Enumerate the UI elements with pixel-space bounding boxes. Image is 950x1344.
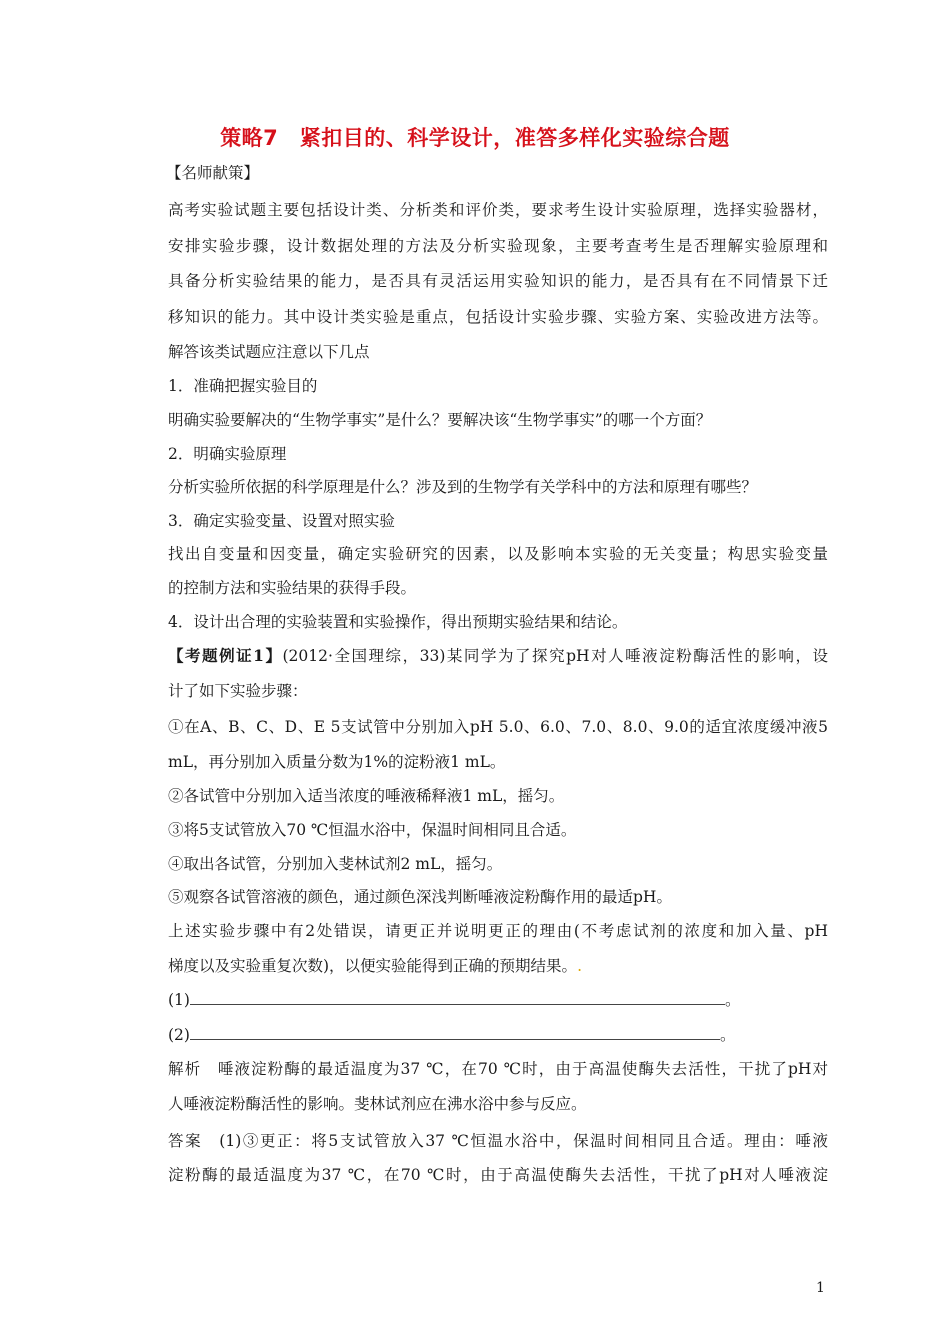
answer-blank-1: [168, 990, 828, 1010]
point-heading: 4．设计出合理的实验装置和实验操作，得出预期实验结果和结论。: [168, 613, 628, 631]
intro-line: 移知识的能力。其中设计类实验是重点，包括设计实验步骤、实验方案、实验改进方法等。: [168, 308, 828, 326]
point-body: 明确实验要解决的“生物学事实”是什么？要解决该“生物学事实”的哪一个方面？: [168, 411, 712, 429]
lead-text: 解答该类试题应注意以下几点: [168, 343, 370, 361]
intro-line: 高考实验试题主要包括设计类、分析类和评价类，要求考生设计实验原理，选择实验器材，: [168, 201, 828, 219]
point-heading: 2．明确实验原理: [168, 445, 287, 463]
blank-label: (1): [168, 991, 190, 1009]
step-2: ②各试管中分别加入适当浓度的唾液稀释液1 mL，摇匀。: [168, 787, 565, 805]
blank-end: 。: [719, 1026, 736, 1044]
page-number: 1: [816, 1280, 825, 1296]
point-heading: 3．确定实验变量、设置对照实验: [168, 512, 395, 530]
page-title: 策略7 紧扣目的、科学设计，准答多样化实验综合题: [220, 126, 730, 150]
step-4: ④取出各试管，分别加入斐林试剂2 mL，摇匀。: [168, 855, 503, 873]
analysis-line: 解析 唾液淀粉酶的最适温度为37 ℃，在70 ℃时，由于高温使酶失去活性，干扰了pH对: [168, 1060, 828, 1078]
blank-line: [190, 1025, 720, 1040]
answer-blank-2: [168, 1025, 828, 1045]
blank-line: [190, 990, 725, 1005]
section-label: 【名师献策】: [166, 164, 260, 182]
answer-line: 淀粉酶的最适温度为37 ℃，在70 ℃时，由于高温使酶失去活性，干扰了pH对人唾液淀: [168, 1166, 828, 1184]
intro-line: 具备分析实验结果的能力，是否具有灵活运用实验知识的能力，是否具有在不同情景下迁: [168, 272, 828, 290]
blank-label: (2): [168, 1026, 190, 1044]
point-body: 的控制方法和实验结果的获得手段。: [168, 579, 417, 597]
step-1: ①在A、B、C、D、E 5支试管中分别加入pH 5.0、6.0、7.0、8.0、9.0的适宜浓度缓冲液5: [168, 718, 828, 736]
question-line: 上述实验步骤中有2处错误，请更正并说明更正的理由(不考虑试剂的浓度和加入量、pH: [168, 922, 828, 940]
yellow-mark: .: [577, 957, 582, 975]
example-label: 【考题例证1】: [168, 646, 283, 665]
point-body: 分析实验所依据的科学原理是什么？涉及到的生物学有关学科中的方法和原理有哪些？: [168, 478, 758, 496]
question-line: [168, 956, 828, 976]
intro-line: 安排实验步骤，设计数据处理的方法及分析实验现象，主要考查考生是否理解实验原理和: [168, 237, 828, 255]
question-text: 梯度以及实验重复次数)，以便实验能得到正确的预期结果。: [168, 957, 578, 975]
step-1-cont: mL，再分别加入质量分数为1%的淀粉液1 mL。: [168, 753, 506, 771]
example-source: (2012·全国理综，33)某同学为了探究pH对人唾液淀粉酶活性的影响，设: [282, 647, 828, 665]
example-line: [168, 646, 828, 666]
example-line: 计了如下实验步骤：: [168, 682, 308, 700]
point-body: 找出自变量和因变量，确定实验研究的因素，以及影响本实验的无关变量；构思实验变量: [168, 545, 828, 563]
step-3: ③将5支试管放入70 ℃恒温水浴中，保温时间相同且合适。: [168, 821, 577, 839]
answer-line: 答案 (1)③更正：将5支试管放入37 ℃恒温水浴中，保温时间相同且合适。理由：唾液: [168, 1132, 828, 1150]
analysis-line: 人唾液淀粉酶活性的影响。斐林试剂应在沸水浴中参与反应。: [168, 1095, 587, 1113]
step-5: ⑤观察各试管溶液的颜色，通过颜色深浅判断唾液淀粉酶作用的最适pH。: [168, 888, 672, 906]
blank-end: 。: [724, 991, 741, 1009]
point-heading: 1．准确把握实验目的: [168, 377, 318, 395]
